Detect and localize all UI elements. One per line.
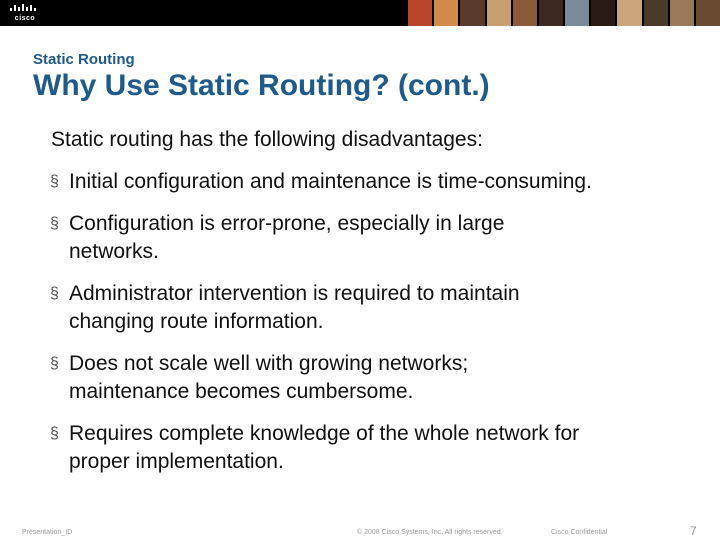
banner-photo xyxy=(696,0,720,26)
bullet-item xyxy=(50,350,690,406)
slide-title: Why Use Static Routing? (cont.) xyxy=(33,69,490,102)
cisco-bars-icon xyxy=(10,4,40,13)
bullet-text-line: changing route information. xyxy=(69,310,324,333)
banner-photo xyxy=(670,0,694,26)
footer-copyright: © 2008 Cisco Systems, Inc. All rights reserved. xyxy=(357,529,503,536)
bullet-item xyxy=(50,168,690,196)
footer-classification: Cisco Confidential xyxy=(551,529,608,536)
bullet-marker-icon: § xyxy=(50,215,59,232)
bullet-marker-icon: § xyxy=(50,425,59,442)
banner-photo xyxy=(487,0,511,26)
banner-photo xyxy=(617,0,641,26)
bullet-text-line: Configuration is error-prone, especially in large xyxy=(69,212,505,235)
banner-photo xyxy=(644,0,668,26)
banner-photo xyxy=(434,0,458,26)
bullet-item xyxy=(50,280,690,336)
intro-text: Static routing has the following disadvantages: xyxy=(51,128,483,151)
page-number: 7 xyxy=(690,524,697,538)
section-label: Static Routing xyxy=(33,51,135,68)
bullet-list xyxy=(50,168,690,490)
bullet-text-line: Administrator intervention is required to maintain xyxy=(69,282,520,305)
bullet-text-line: maintenance becomes cumbersome. xyxy=(69,380,414,403)
bullet-text-line: Initial configuration and maintenance is time-consuming. xyxy=(69,170,592,193)
bullet-text-line: proper implementation. xyxy=(69,450,284,473)
top-banner xyxy=(0,0,720,26)
logo-wordmark: cisco xyxy=(14,15,36,22)
bullet-text-line: Does not scale well with growing networks; xyxy=(69,352,469,375)
banner-photo xyxy=(513,0,537,26)
banner-photo xyxy=(408,0,432,26)
bullet-item xyxy=(50,210,690,266)
photo-strip xyxy=(408,0,720,26)
cisco-logo xyxy=(8,4,42,22)
banner-photo xyxy=(460,0,484,26)
banner-photo xyxy=(565,0,589,26)
footer-presentation-id: Presentation_ID xyxy=(22,529,73,536)
banner-photo xyxy=(591,0,615,26)
bullet-marker-icon: § xyxy=(50,285,59,302)
bullet-item xyxy=(50,420,690,476)
bullet-text-line: networks. xyxy=(69,240,159,263)
banner-photo xyxy=(539,0,563,26)
bullet-marker-icon: § xyxy=(50,355,59,372)
bullet-marker-icon: § xyxy=(50,173,59,190)
bullet-text-line: Requires complete knowledge of the whole network for xyxy=(69,422,580,445)
